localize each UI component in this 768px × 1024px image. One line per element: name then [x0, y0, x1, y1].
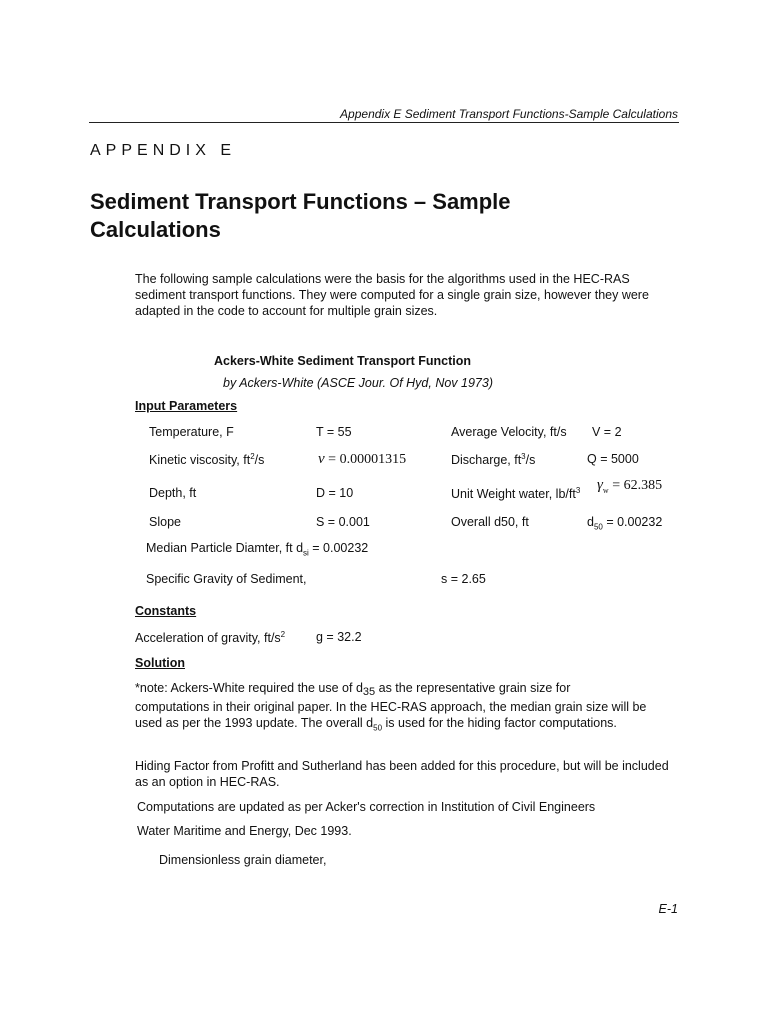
dimensionless-grain-label: Dimensionless grain diameter,	[159, 853, 327, 867]
kinematic-viscosity-value: ν = 0.00001315	[318, 451, 407, 467]
temperature-label: Temperature, F	[149, 425, 234, 439]
appendix-label: APPENDIX E	[90, 142, 237, 159]
function-byline: by Ackers-White (ASCE Jour. Of Hyd, Nov 1973)	[223, 376, 493, 390]
specific-gravity-value: s = 2.65	[441, 572, 486, 586]
update-line-2: Water Maritime and Energy, Dec 1993.	[137, 824, 352, 838]
function-heading: Ackers-White Sediment Transport Function	[214, 354, 471, 368]
constants-heading: Constants	[135, 604, 197, 618]
median-particle-row: Median Particle Diamter, ft $d_{si} = 0.00232$	[146, 541, 369, 558]
update-line-1: Computations are updated as per Acker's correction in Institution of Civil Engineers	[137, 800, 596, 814]
intro-paragraph: The following sample calculations were the basis for the algorithms used in the HEC-RAS sediment transport functions. They were computed for a single grain size, however they were adapted in the code to account for multiple grain sizes.	[135, 272, 649, 318]
kinematic-viscosity-label: Kinetic viscosity, $ft^2/s$	[149, 452, 265, 468]
overall-d50-value: $d_{50} = 0.00232$	[587, 515, 663, 532]
specific-gravity-label: Specific Gravity of Sediment,	[146, 572, 307, 586]
hiding-factor-paragraph: Hiding Factor from Profitt and Sutherland has been added for this procedure, but will be included as an option in HEC-RAS.	[135, 759, 669, 789]
depth-value: D = 10	[316, 486, 354, 500]
avg-velocity-value: V = 2	[592, 425, 622, 439]
slope-value: S = 0.001	[316, 515, 370, 529]
unit-weight-label: Unit Weight water, $lb/ft^3$	[451, 486, 581, 502]
depth-label: Depth, ft	[149, 486, 197, 500]
slope-label: Slope	[149, 515, 181, 529]
gravity-label: Acceleration of gravity, $ft/s^2$	[135, 630, 286, 646]
temperature-value: T = 55	[316, 425, 352, 439]
input-parameters-heading: Input Parameters	[135, 399, 238, 413]
note-line-1: *note: Ackers-White required the use of d35 as the representative grain size for	[135, 681, 571, 698]
unit-weight-value: $\gamma_w = 62.385$	[597, 477, 663, 495]
note-continuation: computations in their original paper. In the HEC-RAS approach, the median grain size will be used as per the 1993 update. The overall $d_{50}$ is used for the hiding factor computations.	[135, 700, 647, 733]
running-header: Appendix E Sediment Transport Functions-Sample Calculations	[340, 107, 678, 121]
header-rule	[89, 122, 679, 123]
discharge-label: Discharge, $ft^3/s$	[451, 452, 536, 468]
discharge-value: Q = 5000	[587, 452, 639, 466]
solution-heading: Solution	[135, 656, 185, 670]
avg-velocity-label: Average Velocity, ft/s	[451, 425, 567, 439]
page-number: E-1	[658, 902, 678, 916]
overall-d50-label: Overall d50, ft	[451, 515, 529, 529]
page-title: Sediment Transport Functions – Sample Calculations	[90, 189, 511, 242]
gravity-value: g = 32.2	[316, 630, 362, 644]
